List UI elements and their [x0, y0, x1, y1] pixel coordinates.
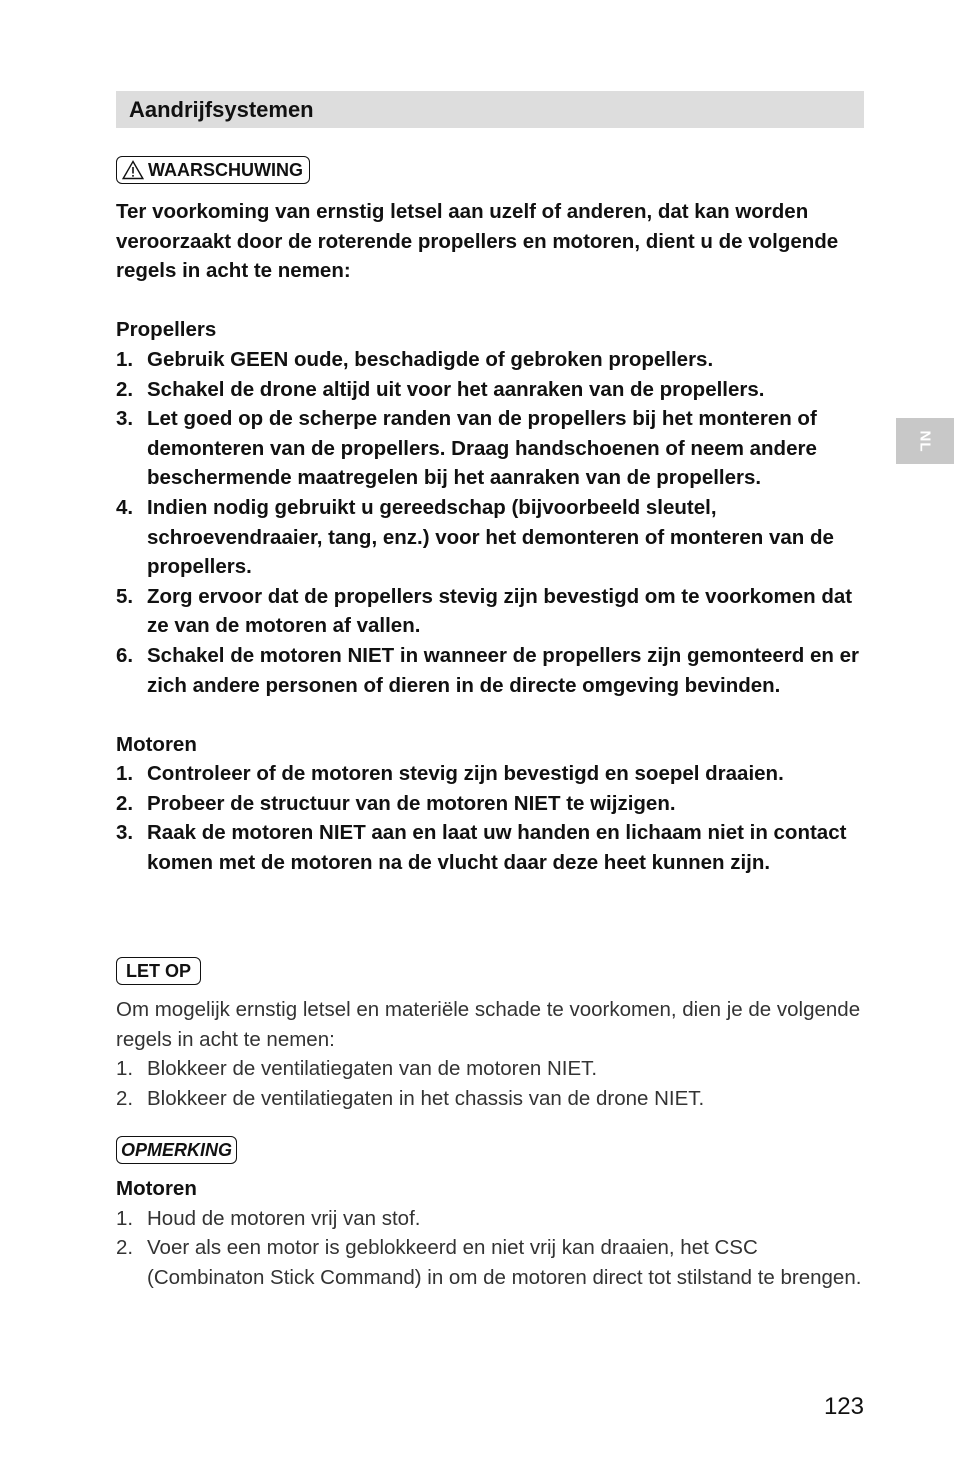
section-title: Aandrijfsystemen — [129, 97, 314, 122]
list-item: 2. Voer als een motor is geblokkeerd en niet vrij kan draaien, het CSC (Combinaton Stick Command) in om de motoren direct tot stilstand te brengen. — [116, 1236, 862, 1289]
warning-intro: Ter voorkoming van ernstig letsel aan uzelf of anderen, dat kan worden veroorzaakt door de roterende propellers en motoren, dient u de volgende regels in acht te nemen: — [116, 200, 839, 283]
list-item: 1. Blokkeer de ventilatiegaten van de motoren NIET. — [116, 1057, 598, 1081]
caution-label — [116, 957, 201, 985]
caution-content — [116, 995, 866, 1113]
list-item: 1. Houd de motoren vrij van stof. — [116, 1206, 421, 1230]
list-item: 2. Probeer de structuur van de motoren NIET te wijzigen. — [116, 791, 676, 815]
remark-label-text: OPMERKING — [121, 1140, 233, 1160]
caution-label-text: LET OP — [126, 961, 192, 981]
language-tab — [896, 418, 954, 464]
list-item: 1. Controleer of de motoren stevig zijn bevestigd en soepel draaien. — [116, 762, 784, 786]
list-item: 3. Raak de motoren NIET aan en laat uw handen en lichaam niet in contact komen met de motoren na de vlucht daar deze heet kunnen zijn. — [116, 821, 847, 875]
warning-label — [116, 156, 310, 184]
remark-content — [116, 1174, 866, 1292]
language-tab-label: NL — [916, 430, 934, 453]
list-item: 6. Schakel de motoren NIET in wanneer de propellers zijn gemonteerd en er zich andere personen of dieren in de directe omgeving bevinden. — [116, 643, 859, 697]
warning-content — [116, 197, 866, 878]
remark-heading: Motoren — [116, 1177, 197, 1200]
list-item: 2. Blokkeer de ventilatiegaten in het chassis van de drone NIET. — [116, 1086, 705, 1110]
section-header-bar — [116, 91, 864, 128]
remark-label — [116, 1136, 237, 1164]
propellers-list — [116, 345, 866, 700]
list-item: 1. Gebruik GEEN oude, beschadigde of gebroken propellers. — [116, 347, 714, 371]
list-item: 4. Indien nodig gebruikt u gereedschap (bijvoorbeeld sleutel, schroevendraaier, tang, enz.) voor het demonteren of monteren van de propellers. — [116, 495, 834, 579]
remark-list — [116, 1204, 866, 1293]
list-item: 2. Schakel de drone altijd uit voor het aanraken van de propellers. — [116, 377, 765, 401]
warning-label-text: WAARSCHUWING — [148, 160, 303, 180]
propellers-heading: Propellers — [116, 318, 217, 342]
motors-heading: Motoren — [116, 732, 197, 756]
list-item: 3. Let goed op de scherpe randen van de propellers bij het monteren of demonteren van de propellers. Draag handschoenen of neem andere beschermende maatregelen bij het aanraken van de propellers. — [116, 407, 817, 490]
warning-triangle-icon — [122, 160, 144, 180]
page-number: 123 — [823, 1393, 864, 1420]
motors-list — [116, 759, 866, 877]
caution-intro: Om mogelijk ernstig letsel en materiële schade te voorkomen, dien je de volgende regels in acht te nemen: — [116, 998, 861, 1051]
list-item: 5. Zorg ervoor dat de propellers stevig zijn bevestigd om te voorkomen dat ze van de motoren af vallen. — [116, 584, 853, 638]
caution-list — [116, 1054, 866, 1113]
